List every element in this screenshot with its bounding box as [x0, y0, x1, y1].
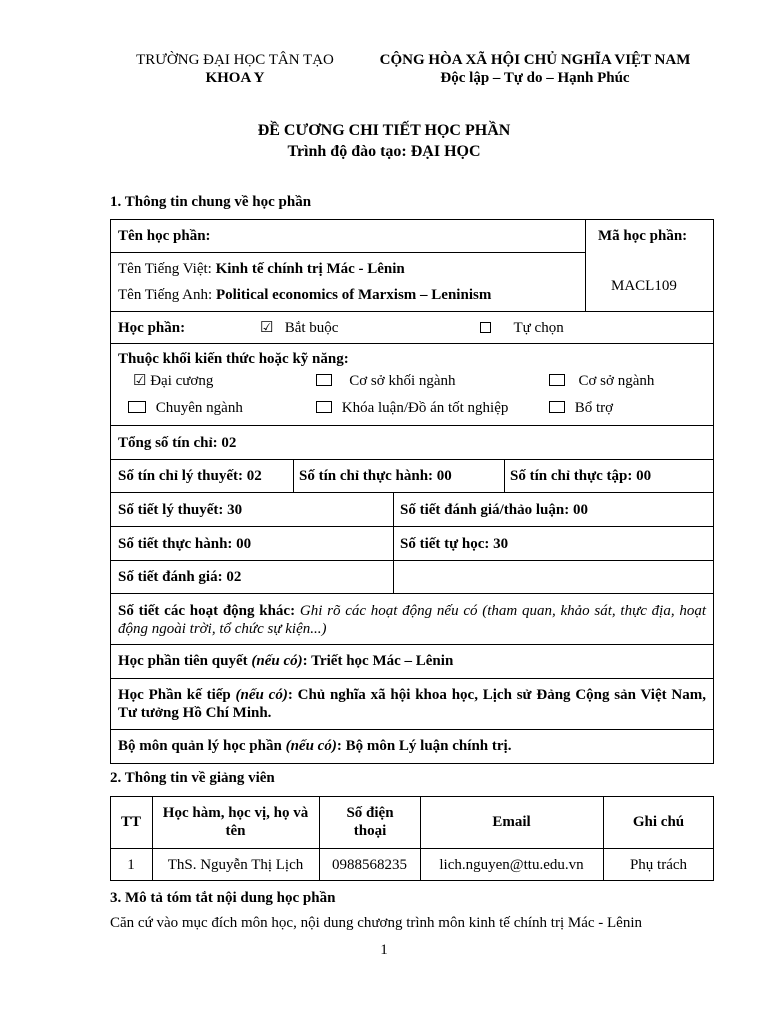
table-cell-note: Phụ trách — [629, 857, 688, 873]
department-label: Bộ môn quản lý học phần — [118, 738, 282, 754]
next-course-label: Học Phần kế tiếp — [118, 687, 231, 703]
other-activities — [118, 602, 706, 638]
department-value: : Bộ môn Lý luận chính trị. — [336, 738, 512, 754]
nation-header — [355, 51, 715, 87]
block-option-label: Đại cương — [150, 373, 214, 389]
table-line — [110, 644, 714, 645]
table-cell-email: lich.nguyen@ttu.edu.vn — [439, 857, 584, 873]
block-option-sector-base — [316, 372, 456, 390]
header-cell-note: Ghi chú — [632, 814, 685, 830]
table-cell-name: ThS. Nguyễn Thị Lịch — [167, 857, 304, 873]
document-subtitle: Trình độ đào tạo: ĐẠI HỌC — [287, 143, 481, 160]
periods-discussion: Số tiết đánh giá/thảo luận: 00 — [400, 502, 588, 518]
block-option-general — [133, 372, 213, 390]
prerequisite-note: (nếu có) — [251, 653, 303, 669]
section-2-heading: 2. Thông tin về giảng viên — [110, 770, 275, 786]
unchecked-box-icon — [316, 374, 332, 386]
table-line — [110, 560, 714, 561]
header-cell-tt: TT — [120, 814, 141, 830]
faculty-name: KHOA Y — [205, 70, 265, 86]
page-number: 1 — [380, 942, 388, 958]
prerequisite-row — [118, 652, 453, 670]
required-label: Bắt buộc — [284, 320, 339, 336]
english-name: Political economics of Marxism – Leninism — [215, 287, 492, 303]
table-line — [585, 219, 586, 311]
block-option-label: Chuyên ngành — [155, 400, 243, 416]
document-title: ĐỀ CƯƠNG CHI TIẾT HỌC PHẦN — [257, 122, 511, 139]
header-cell-phone: Số điện thoại — [346, 805, 394, 839]
periods-self-study: Số tiết tự học: 30 — [400, 536, 509, 552]
course-code-label: Mã học phần: — [598, 228, 688, 244]
table-cell-phone: 0988568235 — [332, 857, 407, 873]
credits-internship: Số tín chỉ thực tập: 00 — [510, 468, 652, 484]
course-code: MACL109 — [611, 278, 677, 294]
table-line — [110, 343, 714, 344]
english-name-label: Tên Tiếng Anh: — [118, 287, 213, 303]
table-line — [110, 311, 714, 312]
checked-box-icon: ☑ — [260, 320, 274, 336]
english-name-row — [118, 286, 491, 304]
table-line — [110, 729, 714, 730]
credits-theory: Số tín chỉ lý thuyết: 02 — [118, 468, 262, 484]
other-activities-label: Số tiết các hoạt động khác: — [118, 603, 296, 619]
table-line — [293, 459, 294, 492]
block-option-supplementary — [549, 399, 613, 417]
course-type-elective — [480, 319, 564, 337]
school-name: TRƯỜNG ĐẠI HỌC TÂN TẠO — [136, 52, 334, 68]
periods-theory: Số tiết lý thuyết: 30 — [118, 502, 243, 518]
total-credits: Tổng số tín chỉ: 02 — [118, 435, 237, 451]
vietnamese-name-row — [118, 260, 405, 278]
table-line — [110, 252, 585, 253]
unchecked-box-icon — [316, 401, 332, 413]
section-1-heading: 1. Thông tin chung về học phần — [110, 194, 312, 210]
section-3-heading: 3. Mô tả tóm tắt nội dung học phần — [110, 890, 336, 906]
table-line — [110, 492, 714, 493]
next-course-note: (nếu có) — [235, 687, 288, 703]
block-option-thesis — [316, 399, 508, 417]
course-type-required — [260, 319, 338, 337]
table-cell-tt: 1 — [127, 857, 135, 873]
course-name-label: Tên học phần: — [118, 228, 211, 244]
unchecked-box-icon — [128, 401, 146, 413]
table-line — [110, 526, 714, 527]
header-cell-name: Học hàm, học vị, họ và tên — [162, 805, 309, 839]
next-course-value: : Chủ nghĩa xã hội khoa học, Lịch sử Đảng Cộng sản Việt Nam, Tư tưởng Hồ Chí Minh. — [118, 687, 706, 721]
periods-practice: Số tiết thực hành: 00 — [118, 536, 252, 552]
table-line — [504, 459, 505, 492]
course-type-label: Học phần: — [118, 320, 186, 336]
other-activities-text: Ghi rõ các hoạt động nếu có (tham quan, khảo sát, thực địa, hoạt động ngoài trời, tổ chức sự kiện...) — [118, 603, 707, 637]
table-line — [110, 425, 714, 426]
block-option-label: Khóa luận/Đồ án tốt nghiệp — [341, 400, 509, 416]
department-row — [118, 737, 511, 755]
prerequisite-label: Học phần tiên quyết — [118, 653, 248, 669]
section-3-text: Căn cứ vào mục đích môn học, nội dung chương trình môn kinh tế chính trị Mác - Lênin — [110, 915, 643, 931]
vietnamese-name: Kinh tế chính trị Mác - Lênin — [215, 261, 405, 277]
department-note: (nếu có) — [285, 738, 337, 754]
block-option-major-base — [549, 372, 654, 390]
unchecked-box-icon — [480, 322, 491, 333]
next-course-row — [118, 686, 706, 722]
block-option-label: Cơ sở ngành — [578, 373, 655, 389]
knowledge-block-label: Thuộc khối kiến thức hoặc kỹ năng: — [118, 351, 349, 367]
nation-name: CỘNG HÒA XÃ HỘI CHỦ NGHĨA VIỆT NAM — [379, 52, 691, 68]
periods-assessment: Số tiết đánh giá: 02 — [118, 569, 242, 585]
unchecked-box-icon — [549, 374, 565, 386]
table-line — [393, 492, 394, 593]
document-title-block — [0, 120, 768, 162]
vietnamese-name-label: Tên Tiếng Việt: — [118, 261, 212, 277]
elective-label: Tự chọn — [513, 320, 564, 336]
table-line — [110, 678, 714, 679]
table-line — [110, 593, 714, 594]
block-option-label: Bổ trợ — [574, 400, 614, 416]
block-option-specialized — [128, 399, 243, 417]
school-header — [100, 51, 370, 87]
credits-practice: Số tín chỉ thực hành: 00 — [299, 468, 452, 484]
unchecked-box-icon — [549, 401, 565, 413]
nation-motto: Độc lập – Tự do – Hạnh Phúc — [440, 70, 630, 86]
header-cell-email: Email — [492, 814, 531, 830]
block-option-label: Cơ sở khối ngành — [349, 373, 456, 389]
prerequisite-value: : Triết học Mác – Lênin — [302, 653, 454, 669]
checked-box-icon: ☑ — [133, 373, 147, 389]
table-line — [110, 848, 714, 849]
table-line — [110, 459, 714, 460]
